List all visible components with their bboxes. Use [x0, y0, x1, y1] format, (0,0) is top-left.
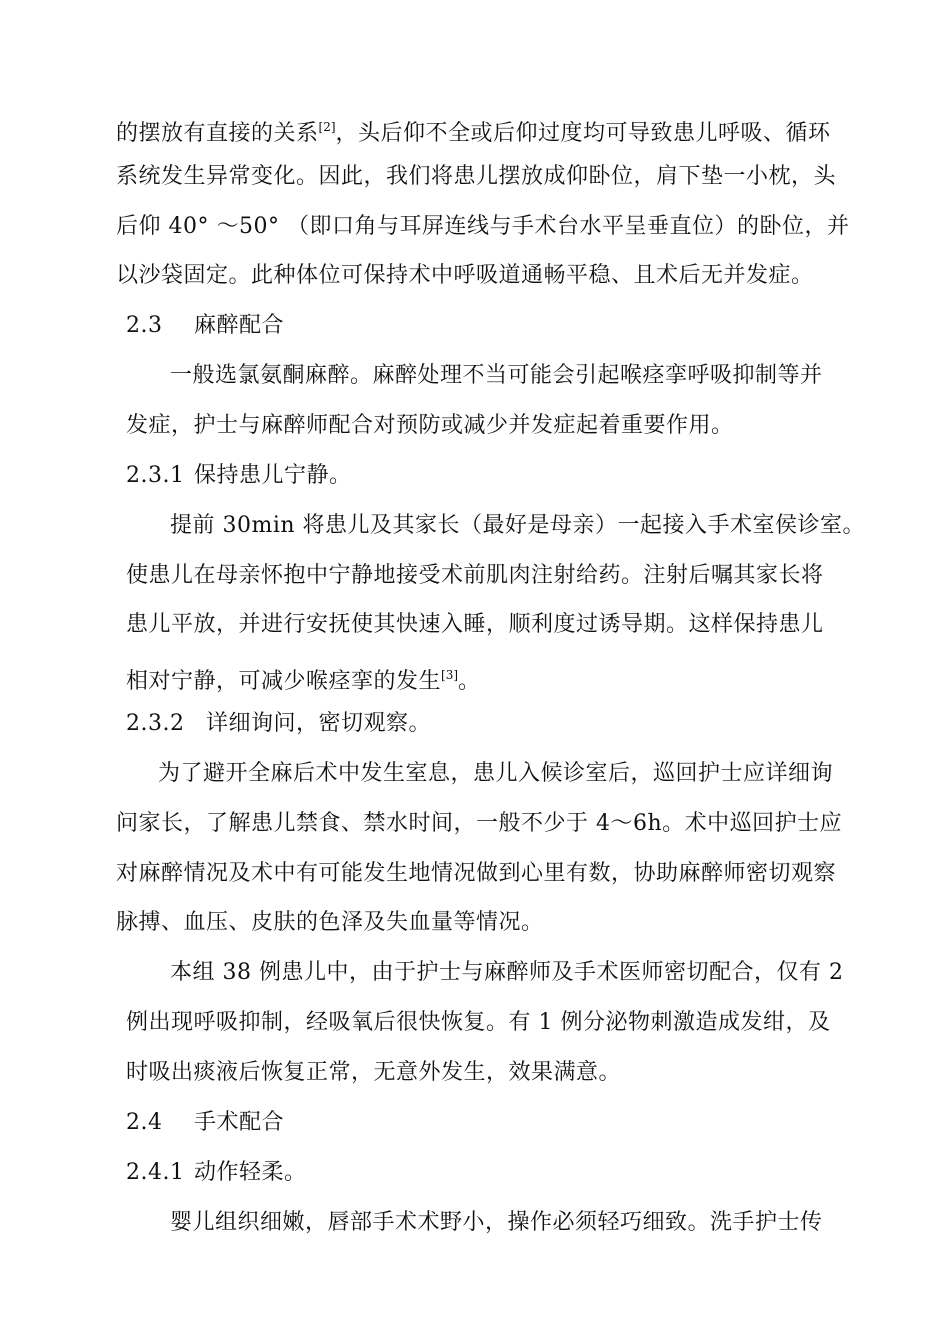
section-number: 2.4 — [126, 1110, 163, 1135]
paragraph-line: 系统发生异常变化。因此，我们将患儿摆放成仰卧位，肩下垫一小枕，头 — [116, 164, 837, 189]
paragraph-line: 的摆放有直接的关系[2]，头后仰不全或后仰过度均可导致患儿呼吸、循环 — [116, 120, 831, 146]
paragraph-line: 时吸出痰液后恢复正常，无意外发生，效果满意。 — [126, 1060, 622, 1085]
citation-superscript: [3] — [441, 668, 459, 682]
paragraph-line: 脉搏、血压、皮肤的色泽及失血量等情况。 — [116, 910, 544, 935]
paragraph-line: 问家长，了解患儿禁食、禁水时间，一般不少于 4～6h。术中巡回护士应 — [116, 811, 843, 836]
paragraph-line: 例出现呼吸抑制，经吸氧后很快恢复。有 1 例分泌物刺激造成发绀，及 — [126, 1010, 831, 1035]
paragraph-line: 后仰 40° ～50° （即口角与耳屏连线与手术台水平呈垂直位）的卧位，并 — [116, 214, 850, 239]
section-number: 2.4.1 — [126, 1160, 185, 1185]
section-number: 2.3 — [126, 313, 163, 338]
section-title: 麻醉配合 — [194, 313, 285, 338]
section-heading-2-3-1 — [126, 461, 352, 491]
paragraph-line: 为了避开全麻后术中发生室息，患儿入候诊室后，巡回护士应详细询 — [158, 761, 834, 786]
paragraph-line: 提前 30min 将患儿及其家长（最好是母亲）一起接入手术室侯诊室。 — [170, 513, 866, 538]
section-title: 保持患儿宁静。 — [194, 463, 352, 488]
paragraph-line: 使患儿在母亲怀抱中宁静地接受术前肌肉注射给药。注射后嘱其家长将 — [126, 563, 824, 588]
section-heading-2-4 — [126, 1108, 284, 1138]
section-title: 动作轻柔。 — [194, 1160, 307, 1185]
section-title: 手术配合 — [194, 1110, 285, 1135]
paragraph-line: 患儿平放，并进行安抚使其快速入睡，顺利度过诱导期。这样保持患儿 — [126, 612, 824, 637]
paragraph-line: 婴儿组织细嫩，唇部手术术野小，操作必须轻巧细致。洗手护士传 — [170, 1210, 823, 1235]
citation-superscript: [2] — [318, 120, 336, 134]
section-number: 2.3.2 — [126, 711, 185, 736]
section-heading-2-3-2 — [126, 709, 431, 739]
paragraph-line: 发症，护士与麻醉师配合对预防或减少并发症起着重要作用。 — [126, 413, 734, 438]
paragraph-line: 以沙袋固定。此种体位可保持术中呼吸道通畅平稳、且术后无并发症。 — [116, 263, 814, 288]
paragraph-line: 相对宁静，可减少喉痉挛的发生[3]。 — [126, 668, 481, 694]
section-number: 2.3.1 — [126, 463, 185, 488]
paragraph-line: 一般选氯氨酮麻醉。麻醉处理不当可能会引起喉痉挛呼吸抑制等并 — [170, 363, 823, 388]
paragraph-line: 本组 38 例患儿中，由于护士与麻醉师及手术医师密切配合，仅有 2 — [170, 960, 844, 985]
section-heading-2-3 — [126, 311, 284, 341]
paragraph-line: 对麻醉情况及术中有可能发生地情况做到心里有数，协助麻醉师密切观察 — [116, 861, 837, 886]
section-title: 详细询问，密切观察。 — [206, 711, 432, 736]
section-heading-2-4-1 — [126, 1158, 307, 1188]
